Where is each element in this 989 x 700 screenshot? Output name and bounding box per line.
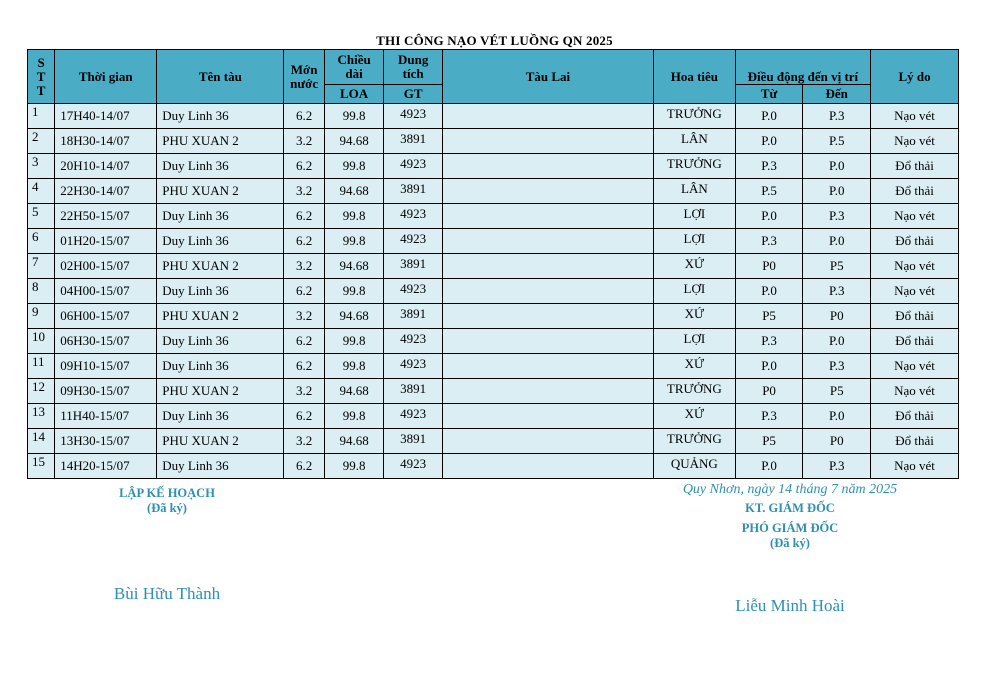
cell-from: P.0 <box>735 454 803 479</box>
cell-stt: 12 <box>28 379 55 404</box>
cell-pilot: LÂN <box>653 129 735 154</box>
cell-gt: 3891 <box>384 129 443 154</box>
right-signature-block <box>640 482 940 551</box>
cell-time: 17H40-14/07 <box>55 104 157 129</box>
cell-stt: 4 <box>28 179 55 204</box>
cell-draft: 6.2 <box>284 454 324 479</box>
cell-gt: 4923 <box>384 154 443 179</box>
cell-time: 20H10-14/07 <box>55 154 157 179</box>
cell-to: P.3 <box>803 454 871 479</box>
schedule-rows <box>28 104 959 479</box>
table-row <box>28 154 959 179</box>
cell-stt: 1 <box>28 104 55 129</box>
cell-to: P.5 <box>803 129 871 154</box>
cell-draft: 6.2 <box>284 404 324 429</box>
cell-pilot: TRƯỞNG <box>653 154 735 179</box>
planner-signed: (Đã ký) <box>147 501 187 515</box>
cell-reason: Đổ thải <box>871 329 959 354</box>
cell-loa: 99.8 <box>324 154 384 179</box>
cell-from: P.3 <box>735 404 803 429</box>
cell-draft: 6.2 <box>284 279 324 304</box>
cell-loa: 99.8 <box>324 404 384 429</box>
cell-pilot: LÂN <box>653 179 735 204</box>
cell-pilot: TRƯỞNG <box>653 429 735 454</box>
cell-pilot: XỨ <box>653 304 735 329</box>
table-row <box>28 104 959 129</box>
cell-stt: 2 <box>28 129 55 154</box>
cell-stt: 15 <box>28 454 55 479</box>
cell-loa: 94.68 <box>324 379 384 404</box>
cell-reason: Nạo vét <box>871 279 959 304</box>
cell-time: 06H00-15/07 <box>55 304 157 329</box>
cell-pilot: LỢI <box>653 329 735 354</box>
cell-ship: Duy Linh 36 <box>157 329 284 354</box>
planner-role: LẬP KẾ HOẠCH <box>119 486 215 500</box>
left-signature-block <box>97 486 237 516</box>
cell-from: P5 <box>735 304 803 329</box>
cell-tug <box>442 329 653 354</box>
cell-to: P.0 <box>803 404 871 429</box>
cell-reason: Đổ thải <box>871 304 959 329</box>
cell-ship: Duy Linh 36 <box>157 404 284 429</box>
cell-draft: 3.2 <box>284 129 324 154</box>
header-loa: LOA <box>324 85 384 104</box>
table-row <box>28 304 959 329</box>
cell-gt: 4923 <box>384 404 443 429</box>
cell-from: P.5 <box>735 179 803 204</box>
cell-tug <box>442 279 653 304</box>
cell-tug <box>442 304 653 329</box>
cell-pilot: XỨ <box>653 254 735 279</box>
cell-stt: 11 <box>28 354 55 379</box>
cell-gt: 4923 <box>384 229 443 254</box>
cell-gt: 4923 <box>384 104 443 129</box>
cell-reason: Đổ thải <box>871 229 959 254</box>
cell-time: 04H00-15/07 <box>55 279 157 304</box>
table-row <box>28 404 959 429</box>
cell-time: 09H10-15/07 <box>55 354 157 379</box>
cell-gt: 4923 <box>384 354 443 379</box>
cell-loa: 94.68 <box>324 129 384 154</box>
cell-tug <box>442 429 653 454</box>
cell-draft: 6.2 <box>284 104 324 129</box>
document-title: THI CÔNG NẠO VÉT LUỒNG QN 2025 <box>376 33 613 48</box>
cell-loa: 94.68 <box>324 254 384 279</box>
cell-stt: 13 <box>28 404 55 429</box>
cell-reason: Đổ thải <box>871 154 959 179</box>
cell-time: 09H30-15/07 <box>55 379 157 404</box>
cell-gt: 3891 <box>384 379 443 404</box>
table-row <box>28 229 959 254</box>
table-row <box>28 454 959 479</box>
cell-tug <box>442 104 653 129</box>
cell-time: 22H50-15/07 <box>55 204 157 229</box>
cell-time: 13H30-15/07 <box>55 429 157 454</box>
table-row <box>28 204 959 229</box>
cell-from: P.0 <box>735 279 803 304</box>
cell-pilot: TRƯỞNG <box>653 104 735 129</box>
cell-gt: 3891 <box>384 179 443 204</box>
cell-to: P.0 <box>803 229 871 254</box>
cell-from: P.3 <box>735 329 803 354</box>
cell-from: P.0 <box>735 104 803 129</box>
cell-tug <box>442 204 653 229</box>
cell-tug <box>442 404 653 429</box>
table-row <box>28 429 959 454</box>
cell-reason: Đổ thải <box>871 179 959 204</box>
cell-reason: Nạo vét <box>871 129 959 154</box>
cell-pilot: XỨ <box>653 404 735 429</box>
cell-stt: 8 <box>28 279 55 304</box>
cell-gt: 3891 <box>384 254 443 279</box>
cell-loa: 99.8 <box>324 279 384 304</box>
cell-draft: 3.2 <box>284 429 324 454</box>
cell-draft: 6.2 <box>284 229 324 254</box>
header-stt: S T T <box>28 50 55 104</box>
cell-from: P.0 <box>735 204 803 229</box>
cell-ship: Duy Linh 36 <box>157 279 284 304</box>
cell-pilot: LỢI <box>653 279 735 304</box>
table-row <box>28 279 959 304</box>
cell-ship: Duy Linh 36 <box>157 454 284 479</box>
cell-to: P.3 <box>803 204 871 229</box>
cell-to: P5 <box>803 254 871 279</box>
cell-stt: 6 <box>28 229 55 254</box>
cell-tug <box>442 379 653 404</box>
cell-ship: PHU XUAN 2 <box>157 379 284 404</box>
cell-tug <box>442 454 653 479</box>
cell-draft: 3.2 <box>284 379 324 404</box>
deputy-role: PHÓ GIÁM ĐỐC <box>741 521 839 535</box>
cell-to: P.3 <box>803 279 871 304</box>
cell-pilot: LỢI <box>653 204 735 229</box>
cell-draft: 6.2 <box>284 154 324 179</box>
cell-pilot: XỨ <box>653 354 735 379</box>
header-move: Điều động đến vị trí <box>735 50 870 85</box>
cell-tug <box>442 254 653 279</box>
cell-stt: 10 <box>28 329 55 354</box>
cell-time: 11H40-15/07 <box>55 404 157 429</box>
cell-from: P.0 <box>735 129 803 154</box>
cell-gt: 4923 <box>384 204 443 229</box>
cell-pilot: TRƯỞNG <box>653 379 735 404</box>
cell-reason: Nạo vét <box>871 104 959 129</box>
cell-tug <box>442 179 653 204</box>
header-length: Chiều dài <box>324 50 384 85</box>
cell-loa: 99.8 <box>324 354 384 379</box>
cell-stt: 14 <box>28 429 55 454</box>
cell-ship: PHU XUAN 2 <box>157 254 284 279</box>
cell-reason: Nạo vét <box>871 379 959 404</box>
cell-time: 01H20-15/07 <box>55 229 157 254</box>
cell-loa: 94.68 <box>324 179 384 204</box>
cell-pilot: LỢI <box>653 229 735 254</box>
cell-stt: 5 <box>28 204 55 229</box>
cell-ship: Duy Linh 36 <box>157 229 284 254</box>
director-name: Liễu Minh Hoài <box>735 596 845 615</box>
cell-from: P0 <box>735 379 803 404</box>
cell-stt: 3 <box>28 154 55 179</box>
cell-reason: Nạo vét <box>871 354 959 379</box>
cell-ship: PHU XUAN 2 <box>157 429 284 454</box>
cell-reason: Nạo vét <box>871 454 959 479</box>
place-date: Quy Nhơn, ngày 14 tháng 7 năm 2025 <box>682 482 898 497</box>
schedule-table <box>27 49 959 479</box>
cell-loa: 94.68 <box>324 304 384 329</box>
cell-from: P0 <box>735 254 803 279</box>
cell-draft: 3.2 <box>284 304 324 329</box>
cell-loa: 94.68 <box>324 429 384 454</box>
cell-tug <box>442 229 653 254</box>
cell-gt: 4923 <box>384 454 443 479</box>
cell-time: 18H30-14/07 <box>55 129 157 154</box>
cell-stt: 7 <box>28 254 55 279</box>
table-row <box>28 329 959 354</box>
director-role: KT. GIÁM ĐỐC <box>745 501 835 515</box>
cell-tug <box>442 154 653 179</box>
cell-pilot: QUẢNG <box>653 454 735 479</box>
cell-draft: 6.2 <box>284 329 324 354</box>
cell-to: P.3 <box>803 104 871 129</box>
header-pilot: Hoa tiêu <box>653 50 735 104</box>
cell-loa: 99.8 <box>324 454 384 479</box>
header-reason: Lý do <box>871 50 959 104</box>
cell-gt: 4923 <box>384 279 443 304</box>
cell-to: P0 <box>803 429 871 454</box>
header-tug: Tàu Lai <box>442 50 653 104</box>
header-ship: Tên tàu <box>157 50 284 104</box>
cell-loa: 99.8 <box>324 229 384 254</box>
header-from: Từ <box>735 85 803 104</box>
cell-to: P.0 <box>803 329 871 354</box>
cell-loa: 99.8 <box>324 329 384 354</box>
cell-from: P.0 <box>735 354 803 379</box>
header-gt: GT <box>384 85 443 104</box>
header-capacity: Dung tích <box>384 50 443 85</box>
table-row <box>28 354 959 379</box>
cell-draft: 3.2 <box>284 254 324 279</box>
cell-to: P.3 <box>803 354 871 379</box>
cell-to: P.0 <box>803 154 871 179</box>
table-row <box>28 179 959 204</box>
cell-ship: Duy Linh 36 <box>157 204 284 229</box>
header-draft: Mớn nước <box>284 50 324 104</box>
cell-tug <box>442 129 653 154</box>
planner-name: Bùi Hữu Thành <box>113 584 221 603</box>
cell-from: P5 <box>735 429 803 454</box>
table-row <box>28 379 959 404</box>
cell-reason: Nạo vét <box>871 204 959 229</box>
cell-draft: 6.2 <box>284 204 324 229</box>
cell-loa: 99.8 <box>324 104 384 129</box>
cell-time: 22H30-14/07 <box>55 179 157 204</box>
header-time: Thời gian <box>55 50 157 104</box>
cell-draft: 3.2 <box>284 179 324 204</box>
cell-reason: Đổ thải <box>871 404 959 429</box>
cell-loa: 99.8 <box>324 204 384 229</box>
cell-draft: 6.2 <box>284 354 324 379</box>
cell-gt: 4923 <box>384 329 443 354</box>
cell-ship: Duy Linh 36 <box>157 154 284 179</box>
cell-gt: 3891 <box>384 429 443 454</box>
cell-from: P.3 <box>735 229 803 254</box>
cell-ship: Duy Linh 36 <box>157 104 284 129</box>
table-row <box>28 254 959 279</box>
cell-to: P0 <box>803 304 871 329</box>
cell-to: P.0 <box>803 179 871 204</box>
cell-to: P5 <box>803 379 871 404</box>
cell-ship: PHU XUAN 2 <box>157 304 284 329</box>
cell-time: 06H30-15/07 <box>55 329 157 354</box>
director-signed: (Đã ký) <box>770 536 810 550</box>
header-to: Đến <box>803 85 871 104</box>
table-row <box>28 129 959 154</box>
cell-tug <box>442 354 653 379</box>
cell-from: P.3 <box>735 154 803 179</box>
cell-reason: Nạo vét <box>871 254 959 279</box>
cell-ship: PHU XUAN 2 <box>157 179 284 204</box>
cell-time: 02H00-15/07 <box>55 254 157 279</box>
cell-ship: Duy Linh 36 <box>157 354 284 379</box>
cell-gt: 3891 <box>384 304 443 329</box>
cell-time: 14H20-15/07 <box>55 454 157 479</box>
cell-ship: PHU XUAN 2 <box>157 129 284 154</box>
cell-reason: Đổ thải <box>871 429 959 454</box>
cell-stt: 9 <box>28 304 55 329</box>
